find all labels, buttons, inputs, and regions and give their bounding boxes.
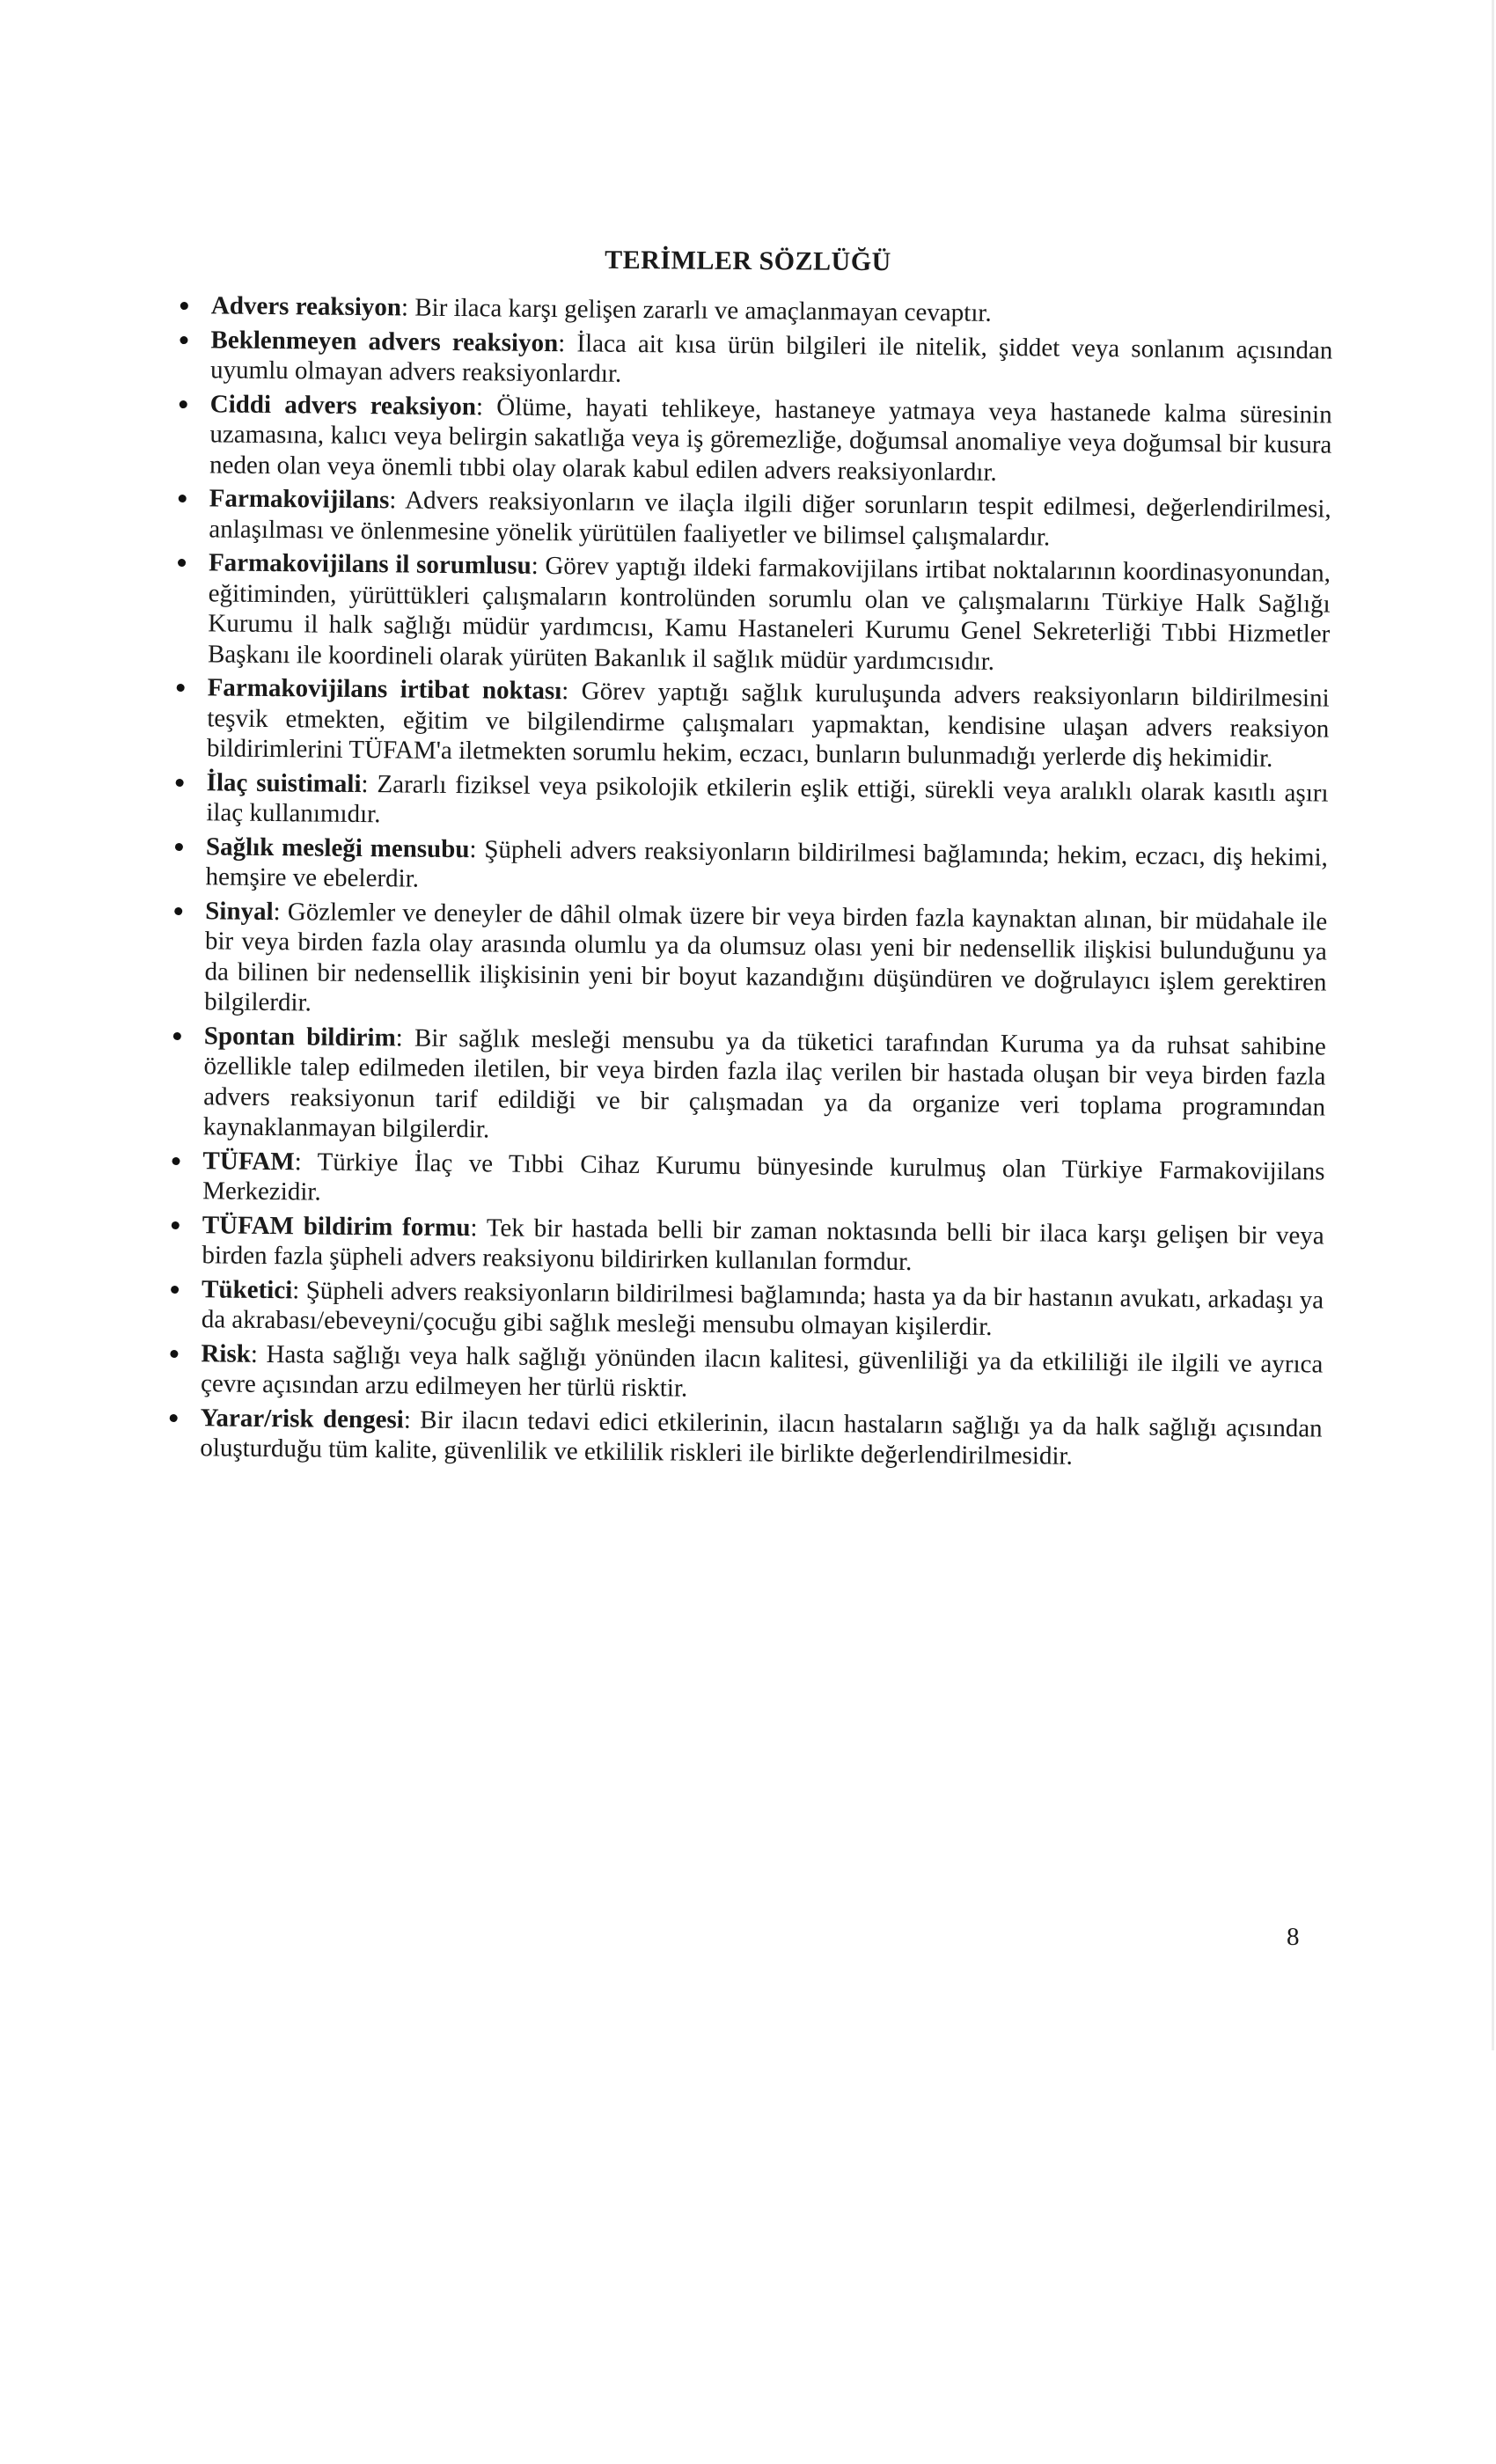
glossary-term: TÜFAM bildirim formu (202, 1210, 471, 1242)
glossary-definition: : İlaca ait kısa ürün bilgileri ile nitelik, şiddet veya sonlanım açısından uyumlu olmayan advers reaksiyonlardır. (209, 328, 1333, 388)
glossary-term: Sağlık mesleği mensubu (205, 832, 470, 863)
bullet-icon (178, 559, 186, 567)
bullet-icon (177, 684, 185, 692)
glossary-term: Farmakovijilans (209, 484, 390, 515)
page-title: TERİMLER SÖZLÜĞÜ (605, 245, 891, 277)
bullet-icon (171, 1285, 179, 1293)
glossary-definition: : Advers reaksiyonların ve ilaçla ilgili diğer sorunların tespit edilmesi, değerlendirilmesi, anlaşılması ve önlenmesine yönelik yürütülen faaliyetler ve bilimsel çalışmalardır. (209, 486, 1331, 551)
bullet-icon (179, 495, 187, 502)
glossary-definition: : Bir ilaca karşı gelişen zararlı ve amaçlanmayan cevaptır. (400, 293, 992, 327)
glossary-definition: : Türkiye İlaç ve Tıbbi Cihaz Kurumu bünyesinde kurulmuş olan Türkiye Farmakovijilans Merkezidir. (202, 1147, 1325, 1206)
glossary-definition: : Hasta sağlığı veya halk sağlığı yönünden ilacın kalitesi, güvenliliği ya da etkililiği ile ilgili ve ayrıca çevre açısından arzu edilmeyen her türlü risktir. (200, 1339, 1324, 1403)
glossary-item (180, 324, 1333, 396)
bullet-icon (180, 400, 187, 407)
glossary-item (174, 831, 1328, 903)
glossary-term: İlaç suistimali (206, 767, 362, 798)
bullet-icon (174, 906, 182, 914)
glossary-term: Advers reaksiyon (210, 291, 402, 322)
glossary-definition: : Gözlemler ve deneyler de dâhil olmak üzere bir veya birden fazla kaynaktan alınan, bir müdahale ile bir veya birden fazla olay arasında olumlu ya da olumsuz olası yeni bir nedensellik ilişkisi bulunduğunu ya da bilinen bir nedensellik ilişkisinin yeni bir boyut kazandığını düşündüren ve doğrulayıcı işlem gerektiren bilgilerdir. (204, 897, 1328, 1017)
bullet-icon (173, 1031, 181, 1039)
glossary-item (179, 388, 1332, 490)
bullet-icon (180, 302, 188, 310)
glossary-definition: : Şüpheli advers reaksiyonların bildirilmesi bağlamında; hekim, eczacı, diş hekimi, hemşire ve ebelerdir. (205, 834, 1329, 893)
glossary-item (175, 766, 1329, 839)
glossary-definition: : Zararlı fiziksel veya psikolojik etkilerin eşlik ettiği, sürekli veya aralıklı olarak kasıtlı aşırı ilaç kullanımıdır. (206, 769, 1329, 829)
glossary-definition: : Tek bir hastada belli bir zaman noktasında belli bir ilaca karşı gelişen bir veya birden fazla şüpheli advers reaksiyonu bildirirken kullanılan formdur. (202, 1213, 1324, 1277)
glossary-item (172, 1145, 1325, 1217)
glossary-term: Farmakovijilans il sorumlusu (208, 548, 532, 580)
glossary-item (170, 1338, 1324, 1410)
glossary-item (171, 1209, 1324, 1281)
glossary-item (169, 1402, 1323, 1474)
glossary-term: Sinyal (205, 896, 274, 926)
page-number: 8 (1287, 1923, 1300, 1951)
glossary-definition: : Bir sağlık mesleği mensubu ya da tüketici tarafından Kuruma ya da ruhsat sahibine özellikle talep edilmeden iletilen, bir veya birden fazla ilaç verilen bir hastada oluşan bir veya birden fazla advers reaksiyonun tarif edildiği ve bir çalışmadan ya da organize veri toplama programından kaynaklanmayan bilgilerdir. (202, 1023, 1326, 1144)
glossary-term: TÜFAM (202, 1146, 295, 1176)
scan-edge (1492, 0, 1494, 2050)
glossary-term: Farmakovijilans irtibat noktası (207, 673, 562, 706)
glossary-definition: : Görev yaptığı sağlık kuruluşunda advers reaksiyonların bildirilmesini teşvik etmekten, eğitim ve bilgilendirme çalışmaları yapmaktan, kendisine ulaşan advers reaksiyon bildirimlerini TÜFAM'a iletmekten sorumlu hekim, eczacı, bunların bulunmadığı yerlerde diş hekimidir. (206, 677, 1330, 773)
glossary-term: Ciddi advers reaksiyon (209, 389, 477, 421)
glossary-term: Risk (201, 1338, 251, 1368)
glossary-item (172, 1020, 1326, 1153)
glossary-definition: : Ölüme, hayati tehlikeye, hastaneye yatmaya veya hastanede kalma süresinin uzamasına, kalıcı veya belirgin sakatlığa veya iş göremezliğe, doğumsal anomaliye veya doğumsal bir kusura neden olan veya önemli tıbbi olay olarak kabul edilen advers reaksiyonlardır. (209, 392, 1332, 487)
glossary-definition: : Şüpheli advers reaksiyonların bildirilmesi bağlamında; hasta ya da bir hastanın avukatı, arkadaşı ya da akrabası/ebeveyni/çocuğu gibi sağlık mesleği mensubu olmayan kişilerdir. (201, 1275, 1324, 1341)
glossary-item (177, 547, 1331, 680)
glossary-definition: : Bir ilacın tedavi edici etkilerinin, ilacın hastaların sağlığı ya da halk sağlığı açısından oluşturduğu tüm kalite, güvenlilik ve etkililik riskleri ile birlikte değerlendirilmesidir. (200, 1404, 1323, 1470)
glossary-item (178, 483, 1331, 555)
bullet-icon (180, 335, 187, 343)
bullet-icon (172, 1156, 180, 1164)
glossary-term: Tüketici (201, 1274, 293, 1304)
bullet-icon (170, 1349, 178, 1357)
glossary-item (176, 672, 1330, 774)
glossary-term: Beklenmeyen advers reaksiyon (210, 325, 559, 357)
glossary-item (173, 895, 1327, 1028)
glossary-item (171, 1273, 1324, 1346)
glossary-term: Spontan bildirim (203, 1021, 396, 1052)
bullet-icon (170, 1413, 178, 1421)
glossary-term: Yarar/risk dengesi (200, 1403, 404, 1434)
bullet-icon (176, 778, 184, 786)
bullet-icon (175, 842, 183, 850)
glossary-list (169, 290, 1333, 1478)
glossary-definition: : Görev yaptığı ildeki farmakovijilans irtibat noktalarının koordinasyonundan, eğitiminden, yürüttükleri çalışmaların kontrolünden sorumlu olan ve çalışmalarını Türkiye Halk Sağlığı Kurumu il halk sağlığı müdür yardımcısı, Kamu Hastaneleri Kurumu Genel Sekreterliği Tıbbi Hizmetler Başkanı ile koordineli olarak yürüten Bakanlık il sağlık müdür yardımcısıdır. (207, 551, 1331, 676)
bullet-icon (172, 1221, 180, 1228)
